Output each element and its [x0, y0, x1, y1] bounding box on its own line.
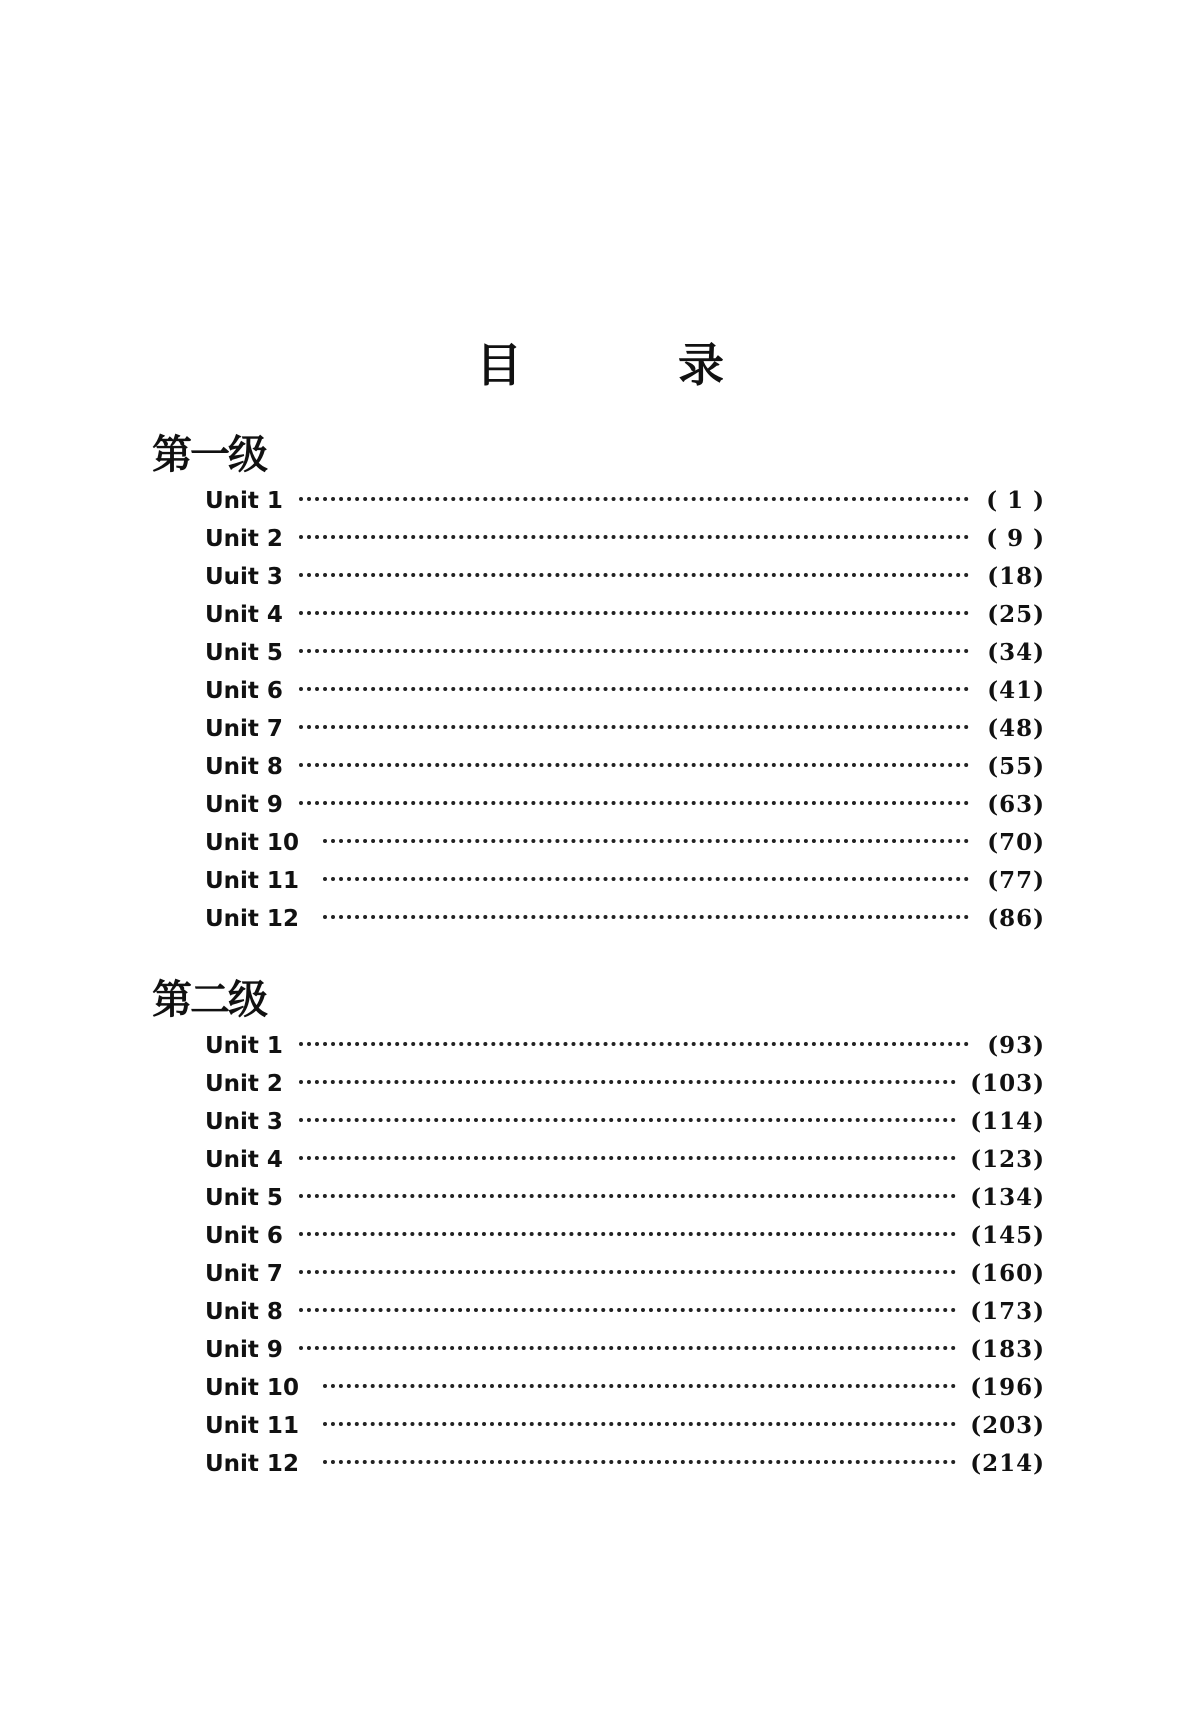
toc-entry-label: Unit 7	[205, 1261, 283, 1287]
dot-leader	[323, 839, 969, 843]
dot-leader	[323, 1422, 956, 1426]
toc-entry-label: Unit 5	[205, 640, 283, 666]
dot-leader	[299, 1232, 956, 1236]
toc-entry-page-number: (145)	[970, 1222, 1045, 1249]
toc-entry-label: Unit 11	[205, 1413, 299, 1439]
dot-leader	[299, 611, 969, 615]
toc-list	[205, 1027, 1045, 1483]
dot-leader	[299, 649, 969, 653]
toc-entry	[205, 1445, 1045, 1483]
toc-entry-label: Unit 4	[205, 602, 283, 628]
toc-entry-page-number: (77)	[987, 867, 1045, 894]
toc-entry-page-number: (173)	[970, 1298, 1045, 1325]
toc-entry	[205, 900, 1045, 938]
toc-entry	[205, 1331, 1045, 1369]
dot-leader	[323, 877, 969, 881]
toc-entry	[205, 482, 1045, 520]
toc-entry-page-number: (86)	[987, 905, 1045, 932]
toc-entry-label: Unit 2	[205, 526, 283, 552]
toc-entry-page-number: ( 1 )	[986, 487, 1045, 514]
dot-leader	[323, 915, 969, 919]
toc-list	[205, 482, 1045, 938]
dot-leader	[299, 1346, 956, 1350]
toc-entry-label: Unit 1	[205, 488, 283, 514]
toc-entry-page-number: (103)	[970, 1070, 1045, 1097]
toc-entry-page-number: (25)	[987, 601, 1045, 628]
dot-leader	[299, 1080, 956, 1084]
toc-entry-page-number: (41)	[987, 677, 1045, 704]
toc-entry-label: Unit 3	[205, 1109, 283, 1135]
dot-leader	[299, 1308, 956, 1312]
toc-entry	[205, 1407, 1045, 1445]
toc-entry-page-number: (63)	[987, 791, 1045, 818]
toc-entry-label: Unit 6	[205, 678, 283, 704]
toc-entry-label: Unit 9	[205, 1337, 283, 1363]
toc-entry-label: Unit 2	[205, 1071, 283, 1097]
section-heading: 第一级	[152, 432, 266, 478]
toc-entry-page-number: (183)	[970, 1336, 1045, 1363]
toc-entry-page-number: (196)	[970, 1374, 1045, 1401]
toc-entry-page-number: (34)	[987, 639, 1045, 666]
toc-entry	[205, 862, 1045, 900]
toc-entry-page-number: (48)	[987, 715, 1045, 742]
toc-entry-label: Unit 8	[205, 1299, 283, 1325]
dot-leader	[299, 535, 969, 539]
toc-entry	[205, 710, 1045, 748]
toc-entry	[205, 672, 1045, 710]
dot-leader	[299, 725, 969, 729]
toc-entry	[205, 824, 1045, 862]
dot-leader	[299, 573, 969, 577]
toc-entry-label: Unit 9	[205, 792, 283, 818]
toc-entry-label: Unit 7	[205, 716, 283, 742]
toc-entry	[205, 786, 1045, 824]
toc-entry-page-number: (134)	[970, 1184, 1045, 1211]
toc-entry-label: Unit 1	[205, 1033, 283, 1059]
toc-entry-label: Unit 4	[205, 1147, 283, 1173]
toc-entry	[205, 1103, 1045, 1141]
toc-entry-page-number: (203)	[970, 1412, 1045, 1439]
toc-entry	[205, 634, 1045, 672]
dot-leader	[323, 1384, 956, 1388]
section-heading: 第二级	[152, 977, 266, 1023]
toc-entry-page-number: (18)	[987, 563, 1045, 590]
toc-entry-label: Unit 10	[205, 1375, 299, 1401]
toc-entry	[205, 1369, 1045, 1407]
toc-entry-label: Unit 12	[205, 1451, 299, 1477]
toc-entry	[205, 748, 1045, 786]
toc-entry-label: Unit 5	[205, 1185, 283, 1211]
toc-entry-page-number: (123)	[970, 1146, 1045, 1173]
toc-entry-page-number: (70)	[987, 829, 1045, 856]
toc-entry	[205, 1217, 1045, 1255]
toc-entry-label: Unit 8	[205, 754, 283, 780]
toc-entry	[205, 1027, 1045, 1065]
dot-leader	[299, 497, 969, 501]
toc-entry-label: Unit 6	[205, 1223, 283, 1249]
toc-entry-page-number: ( 9 )	[986, 525, 1045, 552]
dot-leader	[299, 1118, 956, 1122]
toc-entry	[205, 1255, 1045, 1293]
toc-entry-label: Uuit 3	[205, 564, 283, 590]
toc-entry	[205, 1179, 1045, 1217]
dot-leader	[299, 1042, 969, 1046]
toc-entry-label: Unit 11	[205, 868, 299, 894]
dot-leader	[323, 1460, 956, 1464]
dot-leader	[299, 763, 969, 767]
toc-entry	[205, 520, 1045, 558]
dot-leader	[299, 687, 969, 691]
toc-entry-label: Unit 10	[205, 830, 299, 856]
dot-leader	[299, 1270, 956, 1274]
toc-entry-page-number: (160)	[970, 1260, 1045, 1287]
dot-leader	[299, 1194, 956, 1198]
toc-entry	[205, 1141, 1045, 1179]
dot-leader	[299, 1156, 956, 1160]
toc-entry-page-number: (55)	[987, 753, 1045, 780]
toc-entry-page-number: (93)	[987, 1032, 1045, 1059]
toc-entry-page-number: (114)	[970, 1108, 1045, 1135]
page-title: 目 录	[475, 338, 794, 392]
toc-entry-page-number: (214)	[970, 1450, 1045, 1477]
toc-entry	[205, 1293, 1045, 1331]
toc-entry	[205, 596, 1045, 634]
toc-entry	[205, 558, 1045, 596]
toc-entry-label: Unit 12	[205, 906, 299, 932]
dot-leader	[299, 801, 969, 805]
toc-entry	[205, 1065, 1045, 1103]
